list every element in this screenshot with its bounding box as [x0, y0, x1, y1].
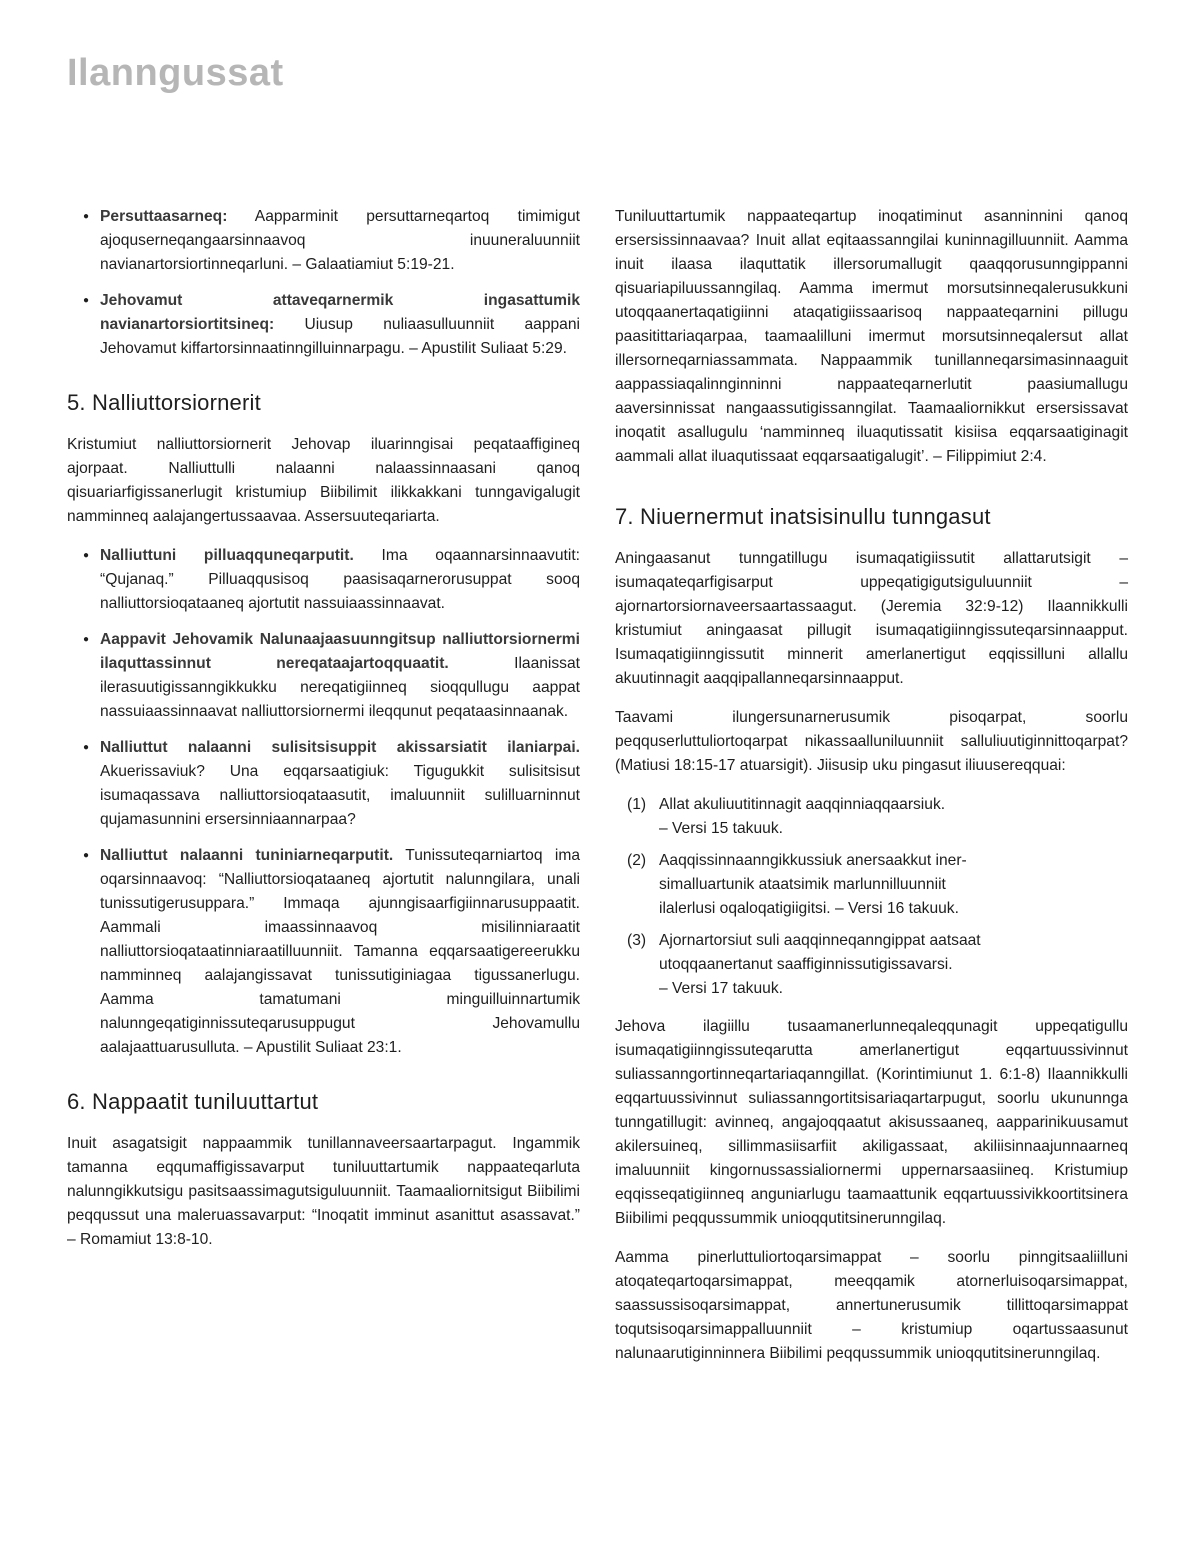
section-paragraph: Jehova ilagiillu tusaamanerlunneqaleqqunagit uppeqatigullu isumaqatigiinngissuteqarutta amerlanertigut eqqartuussivinnut suliassanngortinneqartariaqanngillat. (Korintimiunut 1. 6:1-8) Ilaannikkulli eqqartuussivinnut suliassanngortitsisariaqartarpugut, soorlu ukununnga tunngatillugit: avinneq, angajoqqaatut akisussaaneq, aapparinikuusamut akilersuineq, sillimmasiisarfiit akiligassaat, akiliisinnaajunnaarneq imaluunniit kingornussassialiornermi uppernarsaasiineq. Kristumiup eqqisseqatigiinneq anguniarlugu taamaattunik eqqartuussivikkoortitsinera Biibilimi peqqussummik unioqqutitsinerunngilaq.	[615, 1018, 1128, 1227]
bullet-lead: Jehovamut attaveqarnermik ingasattumik navianartorsiortitsineq:	[100, 292, 580, 333]
section-paragraph: Taavami ilungersunarnerusumik pisoqarpat, soorlu peqquserluttuliortoqarpat nikassaalluniluunniit salluliuutiginnittoqarpat? (Matiusi 18:15-17 atuarsigit). Jiisusip uku pingasut iliuusereqquai:	[615, 709, 1128, 774]
section-paragraph: Kristumiut nalliuttorsiornerit Jehovap iluarinngisai peqataaffigineq ajorpaat. Nalliuttulli nalaanni nalaassinnaasani qanoq qisuariarfigissanerlugit kristumiup Biibilimit ilikkakkani tunngavigalugit namminneq aalajangertussaavaa. Assersuuteqariarta.	[67, 436, 580, 525]
step-line: utoqqaanertanut saaffiginnissutigissavarsi.	[659, 956, 953, 973]
bullet-lead: Persuttaasarneq:	[100, 208, 228, 225]
left-column	[67, 205, 580, 1267]
bullet-lead: Nalliuttuni pilluaqquneqarputit.	[100, 547, 354, 564]
step-line: Allat akuliuutitinnagit aaqqinniaqqaarsiuk.	[659, 796, 946, 813]
bullet-item	[67, 544, 580, 616]
step-item	[615, 793, 1128, 841]
step-number: (3)	[627, 932, 647, 949]
bullet-item	[67, 628, 580, 724]
section-heading: 7. Niuernermut inatsisinullu tunngasut	[615, 504, 991, 529]
section5-bullet-list	[67, 544, 580, 1060]
bullet-text: Akuerissaviuk? Una eqqarsaatigiuk: Tigugukkit sulisitsisut isumaqassava nalliuttorsioqataasutit, imaluunniit sulilluarninnut qujamasunnini ersersinniaannarpaa?	[100, 763, 580, 828]
step-line: ilalerlusi oqaloqatigiigitsi. – Versi 16 takuuk.	[659, 900, 959, 917]
section-paragraph: Aamma pinerluttuliortoqarsimappat – soorlu pinngitsaaliilluni atoqateqartoqarsimappat, meeqqamik atornerluisoqarsimappat, saassussisoqarsimappat, annertunerusumik tillittoqarsimappat toqutsisoqarsimappalluunniit – kristumiup oqartussaasunut nalunaarutiginninnera Biibilimi peqqussummik unioqqutitsinerunngilaq.	[615, 1249, 1128, 1362]
section-paragraph: Inuit asagatsigit nappaammik tunillannaveersaartarpagut. Ingammik tamanna eqqumaffigissavarput tuniluuttartumik nappaateqarluta nalunngikkutsigu pasitsaassimagutsiguluunniit. Taamaaliornitsigut Biibilimi peqqussut una maleruassavarput: “Inoqatit imminut asanittut asassavat.” – Romamiut 13:8-10.	[67, 1135, 580, 1248]
bullet-text: Aapparminit persuttarneqartoq timimigut ajoquserneqangaarsinnaavoq inuuneraluunniit navianartorsiortinneqarluni. – Galaatiamiut 5:19-21.	[100, 208, 580, 273]
steps-list	[615, 793, 1128, 1001]
bullet-lead: Aappavit Jehovamik Nalunaajaasuunngitsup nalliuttorsiornermi ilaquttassinnut nereqataajartoqquaatit.	[100, 631, 580, 672]
step-line: Ajornartorsiut suli aaqqinneqanngippat aatsaat	[659, 932, 981, 949]
page-header: Ilanngussat	[67, 52, 284, 94]
section-heading: 5. Nalliuttorsiornerit	[67, 390, 261, 415]
bullet-item	[67, 289, 580, 361]
right-column	[615, 205, 1128, 1381]
step-number: (2)	[627, 852, 647, 869]
bullet-item	[67, 736, 580, 832]
section-paragraph: Aningaasanut tunngatillugu isumaqatigiissutit allattarutsigit – isumaqateqarfigisarput uppeqatigigutsiguluunniit – ajornartorsiornaveersaartassaagut. (Jeremia 32:9-12) Ilaannikkulli kristumiut aningaasat pillugit isumaqatigiinngissuteqarsinnaapput. Isumaqatigiinngissutit minnerit amerlanertigut eqqissilluni allallu akuutinnagit aaqqipallanneqarsinnaapput.	[615, 550, 1128, 687]
step-number: (1)	[627, 796, 647, 813]
step-line: simalluartunik ataatsimik marlunnilluunniit	[659, 876, 946, 893]
step-verse: – Versi 15 takuuk.	[659, 820, 783, 837]
bullet-lead: Nalliuttut nalaanni sulisitsisuppit akissarsiatit ilaniarpai.	[100, 739, 580, 756]
bullet-text: Ima oqaannarsinnaavutit: “Qujanaq.” Pilluaqqusisoq paasisaqarnerorusuppat sooq nalliuttorsioqataaneq ajortutit nassuiaassinnaavat.	[100, 547, 580, 612]
bullet-text: Tunissuteqarniartoq ima oqarsinnaavoq: “Nalliuttorsioqataaneq ajortutit nalunngilara, unali tunissutigerusuppara.” Immaqa ajunngisaarfigiinnarusuppaatit. Aammali imaassinnaavoq misilinniaraatit nalliuttorsioqataatinniaraatilluunniit. Tamanna eqqarsaatigereerukku namminneq aalajangissavat tunissutiginiagaa tigussanerlugu. Aamma tamatumani minguilluinnartumik nalunngeqatiginnissuteqarusuppugut Jehovamullu aalajaattuarusulluta. – Apustilit Suliaat 23:1.	[100, 847, 580, 1056]
step-verse: – Versi 17 takuuk.	[659, 980, 783, 997]
section-paragraph: Tuniluuttartumik nappaateqartup inoqatiminut asanninnini qanoq ersersissinnaavaa? Inuit allat eqitaassanngilai kuninnagilluunniit. Aamma inuit ilaasa ilaquttatik illersorumallugit qaaqqorusunngippanni qisuariapiluussanngilaq. Aamma imermut morsutsinneqalerusukkuni utoqqaanertaqatigiinni ataqatigiissaarisoq nappaateqarnini pillugu paasitittariaqarpaa, taamaalilluni imermut morsutsinneqalersut allat illersorneqarniassammata. Nappaammik tunillanneqarsimasinnaaguit aappassiaqalinnginninni nappaateqarnerlutit paasiumallugu aaversinnissat nangaassutigissanngilat. Taamaaliornikkut ersersissavat inoqatit asallugulu ‘namminneq iluaqutissatit kisiisa eqqarsaatiginagit aammali allat iluaqutissaat eqqarsaatigalugit’. – Filippimiut 2:4.	[615, 208, 1128, 465]
bullet-text: Uiusup nuliaasulluunniit aappani Jehovamut kiffartorsinnaatinngilluinnarpagu. – Apustilit Suliaat 5:29.	[100, 316, 580, 357]
bullet-item	[67, 844, 580, 1060]
step-item	[615, 849, 1128, 921]
section-heading: 6. Nappaatit tuniluuttartut	[67, 1089, 319, 1114]
bullet-item	[67, 205, 580, 277]
step-line: Aaqqissinnaanngikkussiuk anersaakkut iner-	[659, 852, 967, 869]
step-item	[615, 929, 1128, 1001]
bullet-text: Ilaanissat ilerasuutigissanngikkukku nereqatigiinneq sioqqullugu aappat nassuiaassinnaavat nalliuttorsiornermi ileqqunut peqataasinnaanak.	[100, 655, 580, 720]
top-bullet-list	[67, 205, 580, 361]
bullet-lead: Nalliuttut nalaanni tuniniarneqarputit.	[100, 847, 394, 864]
